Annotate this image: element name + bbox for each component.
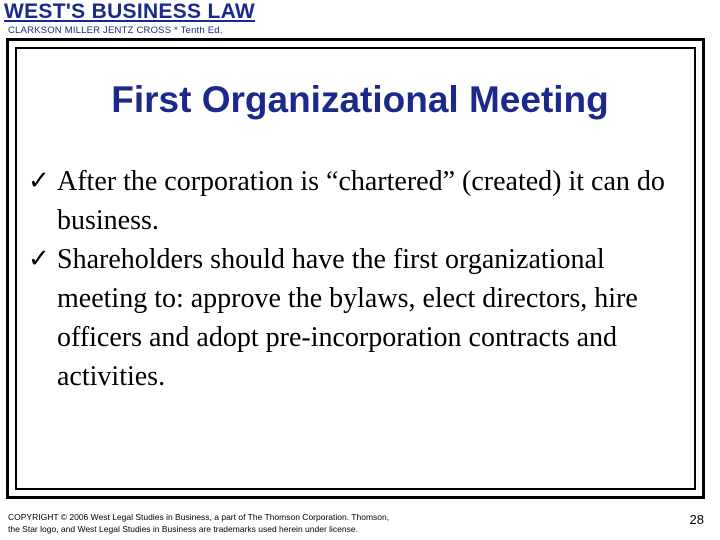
bullet-text: Shareholders should have the first organizational meeting to: approve the bylaws, elect directors, hire officers and adopt pre-incorporation contracts and activities. [57,244,638,392]
page-number: 28 [689,512,704,527]
check-icon: ✓ [28,166,50,196]
brand-title: WEST'S BUSINESS LAW [4,0,256,23]
brand-subtitle: CLARKSON MILLER JENTZ CROSS * Tenth Ed. [8,25,223,36]
copyright-notice: COPYRIGHT © 2006 West Legal Studies in Business, a part of The Thomson Corporation. Thomson, the Star logo, and West Legal Studies in Business are trademarks used herein under license. [8,512,390,534]
slide-title: First Organizational Meeting [111,79,609,120]
publisher-brand [4,0,255,37]
check-icon: ✓ [28,244,50,274]
bullet-text: After the corporation is “chartered” (created) it can do business. [57,166,665,236]
bullet-list [28,162,700,396]
bullet-item [28,162,700,240]
bullet-item [28,240,700,396]
